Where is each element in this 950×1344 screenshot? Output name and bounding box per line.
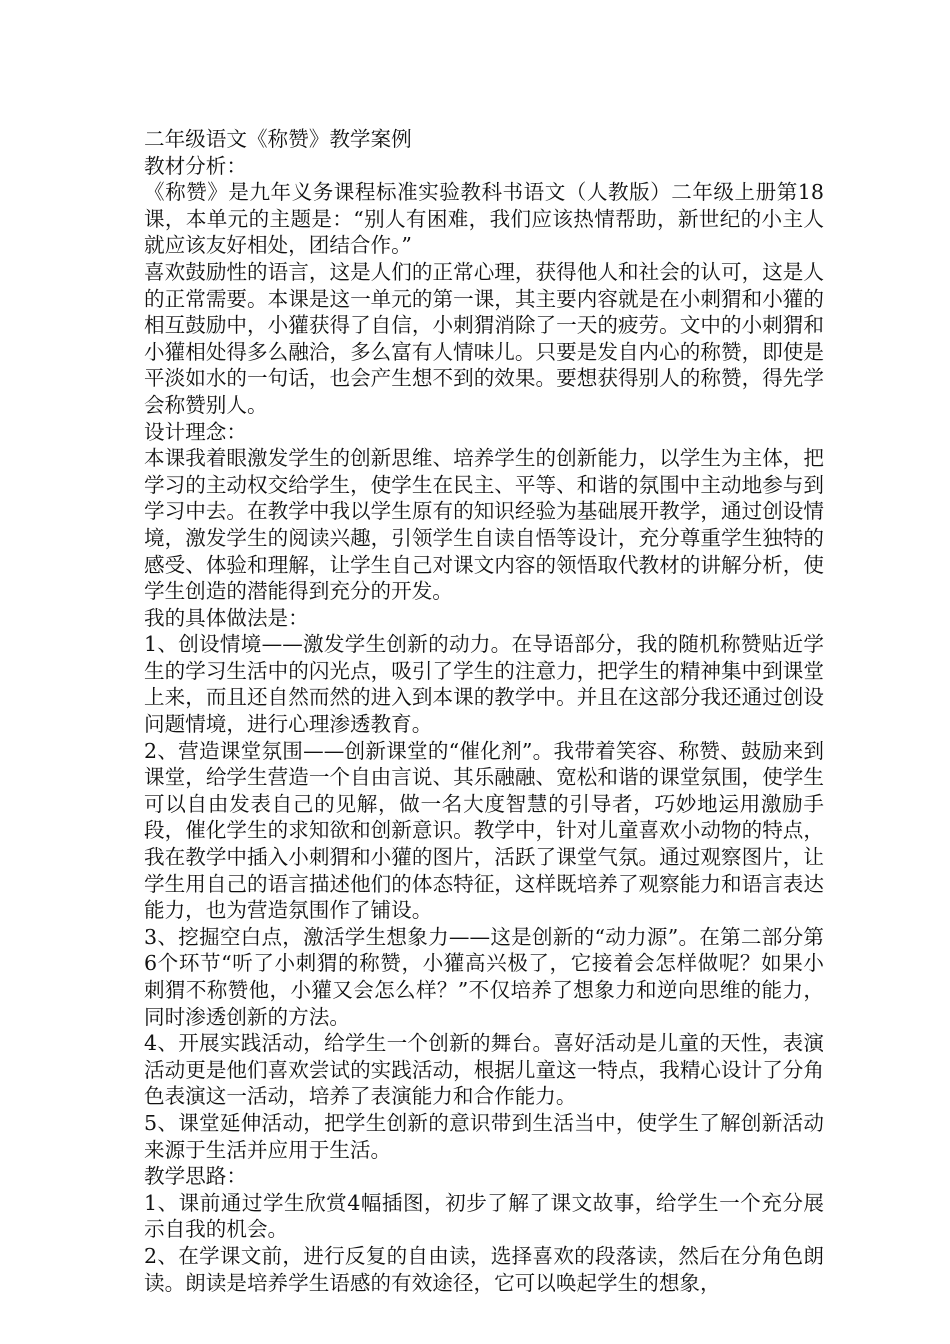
section-heading-concept: 设计理念： [144, 419, 247, 444]
section-heading-method: 我的具体做法是： [144, 605, 309, 630]
list-item: 5、课堂延伸活动，把学生创新的意识带到生活当中，使学生了解创新活动来源于生活并应用于生活。 [144, 1110, 824, 1162]
section-heading-approach: 教学思路： [144, 1164, 247, 1189]
section-heading-analysis: 教材分析： [144, 153, 247, 178]
document-title: 二年级语文《称赞》教学案例 [144, 127, 412, 151]
list-item: 2、营造课堂氛围——创新课堂的“催化剂”。我带着笑容、称赞、鼓励来到课堂，给学生营造一个自由言说、其乐融融、宽松和谐的课堂氛围，使学生可以自由发表自己的见解，做一名大度智慧的引导者，巧妙地运用激励手段，催化学生的求知欲和创新意识。教学中，针对儿童喜欢小动物的特点，我在教学中插入小刺猬和小獾的图片，活跃了课堂气氛。通过观察图片，让学生用自己的语言描述他们的体态特征，这样既培养了观察能力和语言表达能力，也为营造氛围作了铺设。 [144, 738, 824, 923]
paragraph: 《称赞》是九年义务课程标准实验教科书语文（人教版）二年级上册第18课，本单元的主题是：“别人有困难，我们应该热情帮助，新世纪的小主人就应该友好相处，团结合作。” [144, 180, 824, 258]
document-body [144, 126, 824, 1296]
list-item: 3、挖掘空白点，激活学生想象力——这是创新的“动力源”。在第二部分第6个环节“听了小刺猬的称赞，小獾高兴极了，它接着会怎样做呢？如果小刺猬不称赞他，小獾又会怎么样？”不仅培养了想象力和逆向思维的能力，同时渗透创新的方法。 [144, 924, 824, 1029]
list-item: 2、在学课文前，进行反复的自由读，选择喜欢的段落读，然后在分角色朗读。朗读是培养学生语感的有效途径，它可以唤起学生的想象， [144, 1243, 824, 1295]
paragraph: 喜欢鼓励性的语言，这是人们的正常心理，获得他人和社会的认可，这是人的正常需要。本课是这一单元的第一课，其主要内容就是在小刺猬和小獾的相互鼓励中，小獾获得了自信，小刺猬消除了一天的疲劳。文中的小刺猬和小獾相处得多么融洽，多么富有人情味儿。只要是发自内心的称赞，即使是平淡如水的一句话，也会产生想不到的效果。要想获得别人的称赞，得先学会称赞别人。 [144, 259, 824, 417]
list-item: 4、开展实践活动，给学生一个创新的舞台。喜好活动是儿童的天性，表演活动更是他们喜欢尝试的实践活动，根据儿童这一特点，我精心设计了分角色表演这一活动，培养了表演能力和合作能力。 [144, 1031, 824, 1109]
list-item: 1、创设情境——激发学生创新的动力。在导语部分，我的随机称赞贴近学生的学习生活中的闪光点，吸引了学生的注意力，把学生的精神集中到课堂上来，而且还自然而然的进入到本课的教学中。并且在这部分我还通过创设问题情境，进行心理渗透教育。 [144, 632, 824, 737]
list-item: 1、课前通过学生欣赏4幅插图，初步了解了课文故事，给学生一个充分展示自我的机会。 [144, 1190, 824, 1242]
paragraph: 本课我着眼激发学生的创新思维、培养学生的创新能力，以学生为主体，把学习的主动权交给学生，使学生在民主、平等、和谐的氛围中主动地参与到学习中去。在教学中我以学生原有的知识经验为基础展开教学，通过创设情境，激发学生的阅读兴趣，引领学生自读自悟等设计，充分尊重学生独特的感受、体验和理解，让学生自己对课文内容的领悟取代教材的讲解分析，使学生创造的潜能得到充分的开发。 [144, 446, 824, 604]
